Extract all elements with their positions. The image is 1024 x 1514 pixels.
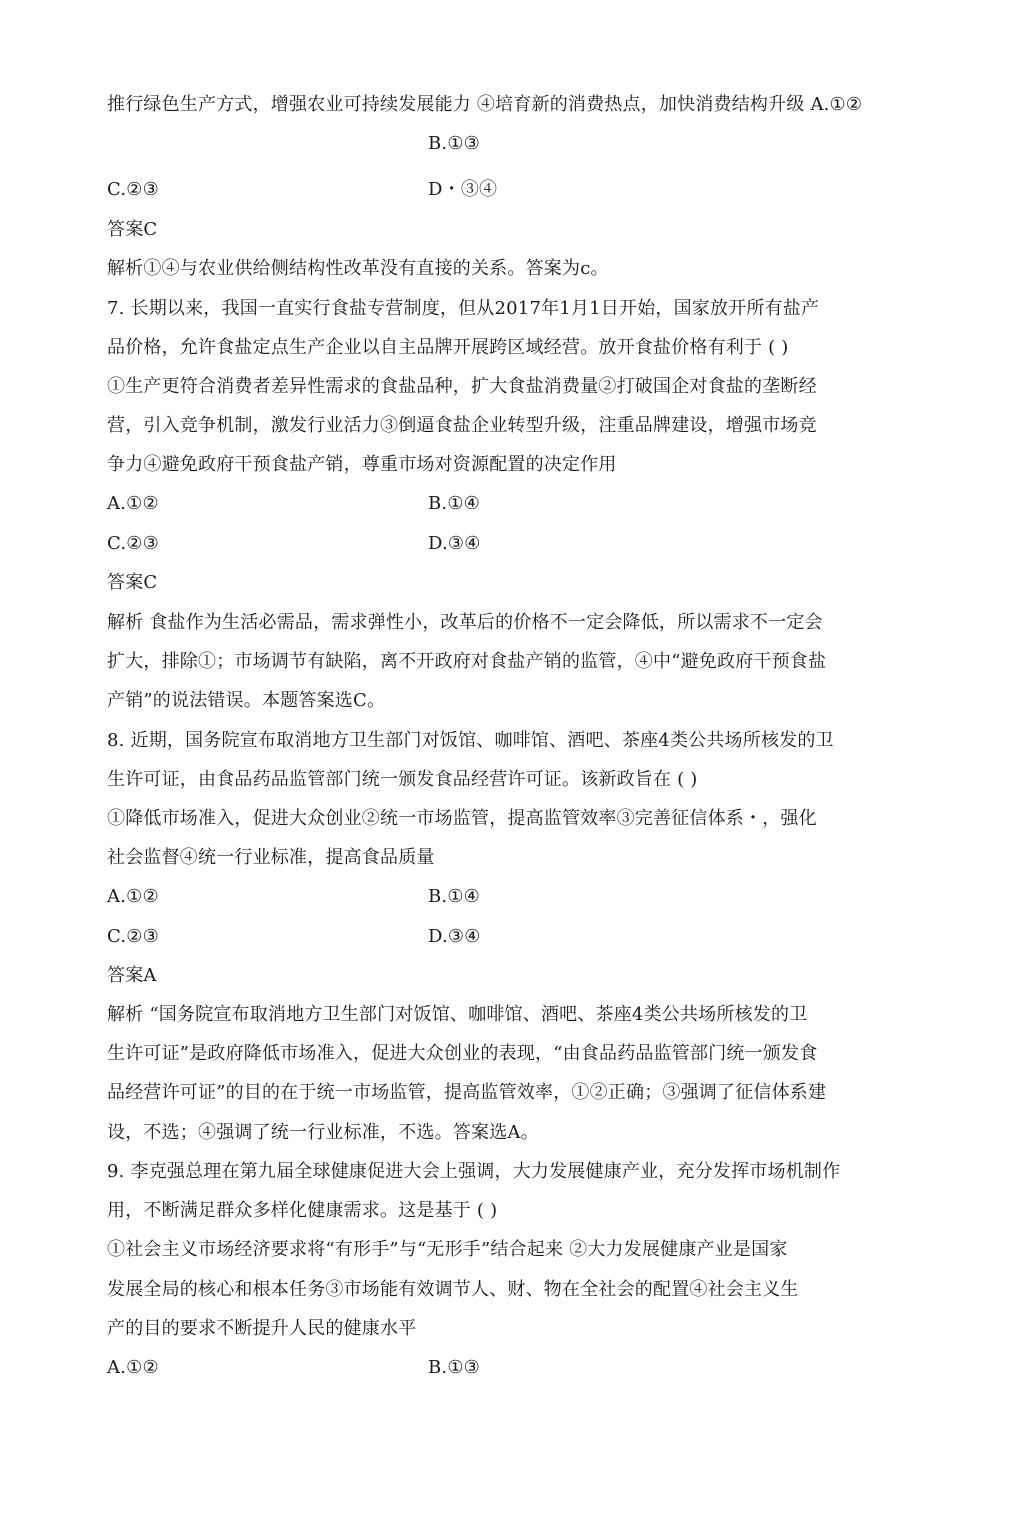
question-8-option-c: C.②③: [107, 926, 159, 947]
question-8-explanation: 品经营许可证”的目的在于统一市场监管，提高监管效率，①②正确；③强调了征信体系建: [107, 1082, 827, 1103]
question-8-statement: ①降低市场准入，促进大众创业②统一市场监管，提高监管效率③完善征信体系・，强化: [107, 808, 817, 829]
question-7-explanation: 扩大，排除①；市场调节有缺陷，离不开政府对食盐产销的监管，④中“避免政府干预食盐: [107, 651, 827, 672]
question-7-statement: ①生产更符合消费者差异性需求的食盐品种，扩大食盐消费量②打破国企对食盐的垄断经: [107, 376, 817, 397]
question-8-answer: 答案A: [107, 965, 157, 986]
question-7-option-b: B.①④: [428, 493, 481, 514]
question-9-statement: 产的目的要求不断提升人民的健康水平: [107, 1318, 417, 1339]
question-9-option-a: A.①②: [107, 1357, 159, 1378]
answer: 答案C: [107, 219, 158, 240]
option-d: D・③④: [428, 179, 498, 200]
question-7-option-a: A.①②: [107, 493, 159, 514]
question-7-stem: 7. 长期以来，我国一直实行食盐专营制度，但从2017年1月1日开始，国家放开所有盐产: [107, 298, 820, 319]
question-8-option-b: B.①④: [428, 886, 481, 907]
question-8-statement: 社会监督④统一行业标准，提高食品质量: [107, 847, 435, 868]
option-b: B.①③: [428, 133, 481, 154]
question-8-option-d: D.③④: [428, 926, 481, 947]
question-7-statement: 争力④避免政府干预食盐产销，尊重市场对资源配置的决定作用: [107, 454, 617, 475]
question-8-option-a: A.①②: [107, 886, 159, 907]
question-7-explanation: 解析 食盐作为生活必需品，需求弹性小，改革后的价格不一定会降低，所以需求不一定会: [107, 612, 823, 633]
question-9-statement: 发展全局的核心和根本任务③市场能有效调节人、财、物在全社会的配置④社会主义生: [107, 1279, 799, 1300]
question-7-option-d: D.③④: [428, 533, 481, 554]
text-line: 推行绿色生产方式，增强农业可持续发展能力 ④培育新的消费热点，加快消费结构升级 A.①②: [107, 94, 863, 115]
explanation: 解析①④与农业供给侧结构性改革没有直接的关系。答案为c。: [107, 258, 609, 279]
question-7-stem: 品价格，允许食盐定点生产企业以自主品牌开展跨区域经营。放开食盐价格有利于 ( ): [107, 337, 789, 358]
question-9-option-b: B.①③: [428, 1357, 481, 1378]
question-9-stem: 用，不断满足群众多样化健康需求。这是基于 ( ): [107, 1200, 498, 1221]
question-7-statement: 营，引入竞争机制，激发行业活力③倒逼食盐企业转型升级，注重品牌建设，增强市场竞: [107, 415, 817, 436]
question-8-stem: 生许可证，由食品药品监管部门统一颁发食品经营许可证。该新政旨在 ( ): [107, 769, 698, 790]
question-8-explanation: 生许可证”是政府降低市场准入，促进大众创业的表现，“由食品药品监管部门统一颁发食: [107, 1043, 818, 1064]
question-7-option-c: C.②③: [107, 533, 159, 554]
question-7-answer: 答案C: [107, 572, 158, 593]
question-8-stem: 8. 近期，国务院宣布取消地方卫生部门对饭馆、咖啡馆、酒吧、茶座4类公共场所核发的卫: [107, 730, 834, 751]
question-7-explanation: 产销”的说法错误。本题答案选C。: [107, 690, 386, 711]
question-8-explanation: 设，不选；④强调了统一行业标准，不选。答案选A。: [107, 1122, 539, 1143]
question-8-explanation: 解析 “国务院宣布取消地方卫生部门对饭馆、咖啡馆、酒吧、茶座4类公共场所核发的卫: [107, 1004, 808, 1025]
question-9-statement: ①社会主义市场经济要求将“有形手”与“无形手”结合起来 ②大力发展健康产业是国家: [107, 1239, 788, 1260]
question-9-stem: 9. 李克强总理在第九届全球健康促进大会上强调，大力发展健康产业，充分发挥市场机制作: [107, 1161, 841, 1182]
option-c: C.②③: [107, 179, 159, 200]
